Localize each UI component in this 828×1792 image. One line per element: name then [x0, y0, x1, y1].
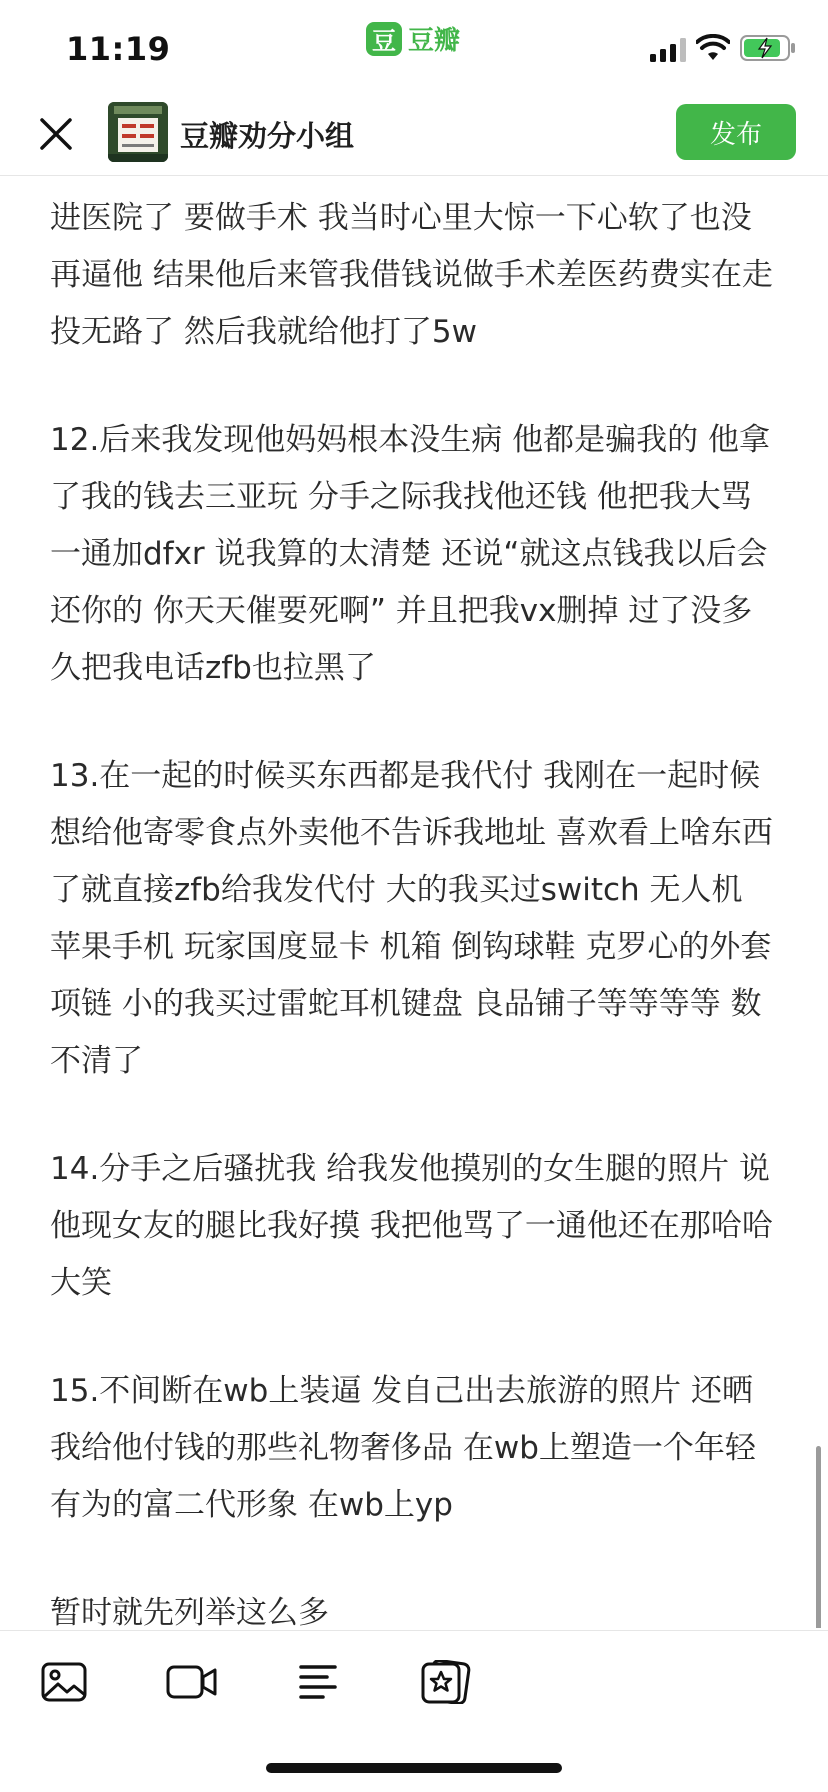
- paragraph-11-continued: 进医院了 要做手术 我当时心里大惊一下心软了也没再逼他 结果他后来管我借钱说做手术差医药费实在走投无路了 然后我就给他打了5w: [50, 200, 773, 350]
- paragraph-12: 12.后来我发现他妈妈根本没生病 他都是骗我的 他拿了我的钱去三亚玩 分手之际我找他还钱 他把我大骂一通加dfxr 说我算的太清楚 还说“就这点钱我以后会还你的 你天天催要死啊” 并且把我vx删掉 过了没多久把我电话zfb也拉黑了: [50, 422, 771, 686]
- editor-header: [0, 96, 828, 176]
- wifi-icon: [696, 34, 730, 62]
- editor-toolbar: [0, 1630, 828, 1792]
- close-icon: [39, 117, 73, 151]
- post-body-text[interactable]: [50, 190, 774, 1628]
- insert-video-button[interactable]: [164, 1655, 220, 1709]
- signal-icon: [650, 38, 688, 62]
- rating-card-icon: [421, 1660, 471, 1704]
- paragraph-14: 14.分手之后骚扰我 给我发他摸别的女生腿的照片 说他现女友的腿比我好摸 我把他骂了一通他还在那哈哈大笑: [50, 1151, 773, 1301]
- insert-image-button[interactable]: [36, 1655, 92, 1709]
- paragraph-15: 15.不间断在wb上装逼 发自己出去旅游的照片 还晒我给他付钱的那些礼物奢侈品 在wb上塑造一个年轻有为的富二代形象 在wb上yp: [50, 1373, 756, 1523]
- video-icon: [166, 1664, 218, 1700]
- douban-logo-icon: 豆: [366, 22, 402, 56]
- paragraph-closing: 暂时就先列举这么多: [50, 1595, 329, 1628]
- post-body-editor[interactable]: [0, 176, 828, 1628]
- status-time: 11:19: [66, 30, 171, 68]
- app-badge-label: 豆瓣: [408, 26, 461, 56]
- status-bar: [0, 0, 828, 96]
- publish-button[interactable]: 发布: [676, 104, 796, 160]
- image-icon: [41, 1662, 87, 1702]
- group-avatar: [108, 102, 168, 162]
- battery-charging-icon: [740, 34, 796, 62]
- home-indicator[interactable]: [266, 1763, 562, 1773]
- group-avatar-image: [108, 102, 168, 162]
- app-badge: [366, 20, 460, 57]
- paragraph-13: 13.在一起的时候买东西都是我代付 我刚在一起时候想给他寄零食点外卖他不告诉我地址 喜欢看上啥东西了就直接zfb给我发代付 大的我买过switch 无人机 苹果手机 玩家国度显卡 机箱 倒钩球鞋 克罗心的外套项链 小的我买过雷蛇耳机键盘 良品铺子等等等等 数不清了: [50, 758, 773, 1079]
- text-format-button[interactable]: [290, 1655, 346, 1709]
- group-name: 豆瓣劝分小组: [180, 119, 355, 153]
- rating-card-button[interactable]: [418, 1655, 474, 1709]
- scrollbar[interactable]: [816, 1446, 821, 1628]
- text-format-icon: [297, 1661, 339, 1703]
- close-button[interactable]: [30, 108, 82, 160]
